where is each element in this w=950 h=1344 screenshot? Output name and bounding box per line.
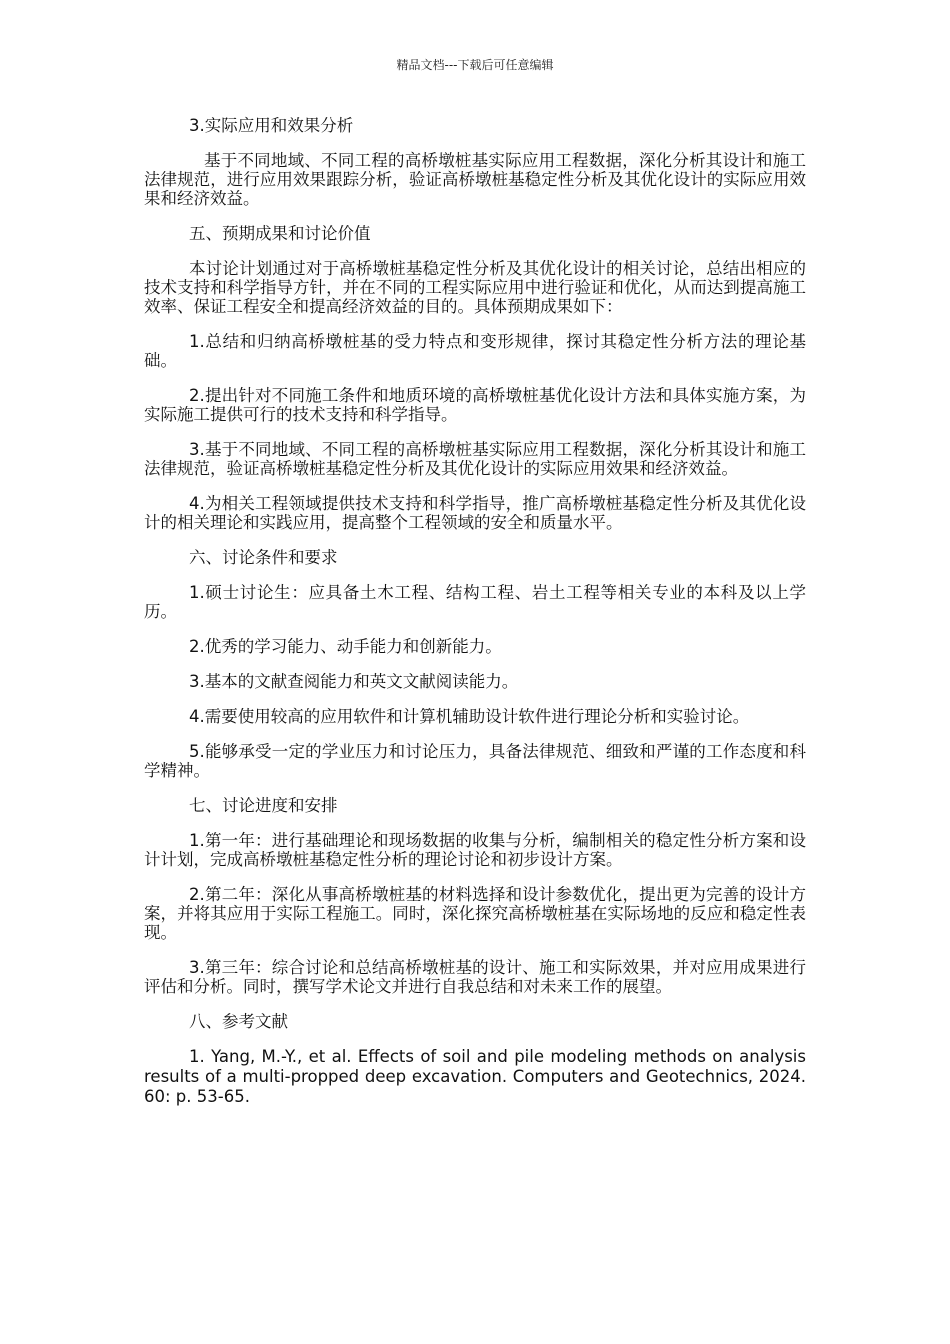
list-item-condition-3: 3.基本的文献查阅能力和英文文献阅读能力。 [189,672,519,691]
list-item-schedule-year-3: 3.第三年：综合讨论和总结高桥墩桩基的设计、施工和实际效果，并对应用成果进行评估和分析。同时，撰写学术论文并进行自我总结和对未来工作的展望。 [144,958,806,996]
reference-item-1: 1. Yang, M.-Y., et al. Effects of soil and pile modeling methods on analysis results of a multi-propped deep excavation. Computers and Geotechnics, 2024. 60: p. 53-65. [144,1047,806,1106]
document-body [144,116,806,1123]
section-heading-references: 八、参考文献 [189,1012,288,1031]
paragraph-expected-results-intro: 本讨论计划通过对于高桥墩桩基稳定性分析及其优化设计的相关讨论，总结出相应的技术支持和科学指导方针，并在不同的工程实际应用中进行验证和优化，从而达到提高施工效率、保证工程安全和提高经济效益的目的。具体预期成果如下： [144,259,806,316]
list-item-result-3: 3.基于不同地域、不同工程的高桥墩桩基实际应用工程数据，深化分析其设计和施工法律规范，验证高桥墩桩基稳定性分析及其优化设计的实际应用效果和经济效益。 [144,440,806,478]
paragraph-applied-analysis: 基于不同地域、不同工程的高桥墩桩基实际应用工程数据，深化分析其设计和施工法律规范，进行应用效果跟踪分析，验证高桥墩桩基稳定性分析及其优化设计的实际应用效果和经济效益。 [144,151,806,208]
section-heading-schedule: 七、讨论进度和安排 [189,796,338,815]
list-item-schedule-year-2: 2.第二年：深化从事高桥墩桩基的材料选择和设计参数优化，提出更为完善的设计方案，并将其应用于实际工程施工。同时，深化探究高桥墩桩基在实际场地的反应和稳定性表现。 [144,885,806,942]
list-item-result-4: 4.为相关工程领域提供技术支持和科学指导，推广高桥墩桩基稳定性分析及其优化设计的相关理论和实践应用，提高整个工程领域的安全和质量水平。 [144,494,806,532]
list-item-condition-5: 5.能够承受一定的学业压力和讨论压力，具备法律规范、细致和严谨的工作态度和科学精神。 [144,742,806,780]
section-heading-conditions: 六、讨论条件和要求 [189,548,338,567]
list-item-result-2: 2.提出针对不同施工条件和地质环境的高桥墩桩基优化设计方法和具体实施方案，为实际施工提供可行的技术支持和科学指导。 [144,386,806,424]
list-item-condition-2: 2.优秀的学习能力、动手能力和创新能力。 [189,637,502,656]
list-item-result-1: 1.总结和归纳高桥墩桩基的受力特点和变形规律，探讨其稳定性分析方法的理论基础。 [144,332,806,370]
page-header: 精品文档---下载后可任意编辑 [396,58,554,72]
list-item-schedule-year-1: 1.第一年：进行基础理论和现场数据的收集与分析，编制相关的稳定性分析方案和设计计划，完成高桥墩桩基稳定性分析的理论讨论和初步设计方案。 [144,831,806,869]
list-item-condition-4: 4.需要使用较高的应用软件和计算机辅助设计软件进行理论分析和实验讨论。 [189,707,750,726]
list-item-condition-1: 1.硕士讨论生：应具备土木工程、结构工程、岩土工程等相关专业的本科及以上学历。 [144,583,806,621]
section-subheading-applied-analysis: 3.实际应用和效果分析 [189,116,354,135]
section-heading-expected-results: 五、预期成果和讨论价值 [189,224,371,243]
